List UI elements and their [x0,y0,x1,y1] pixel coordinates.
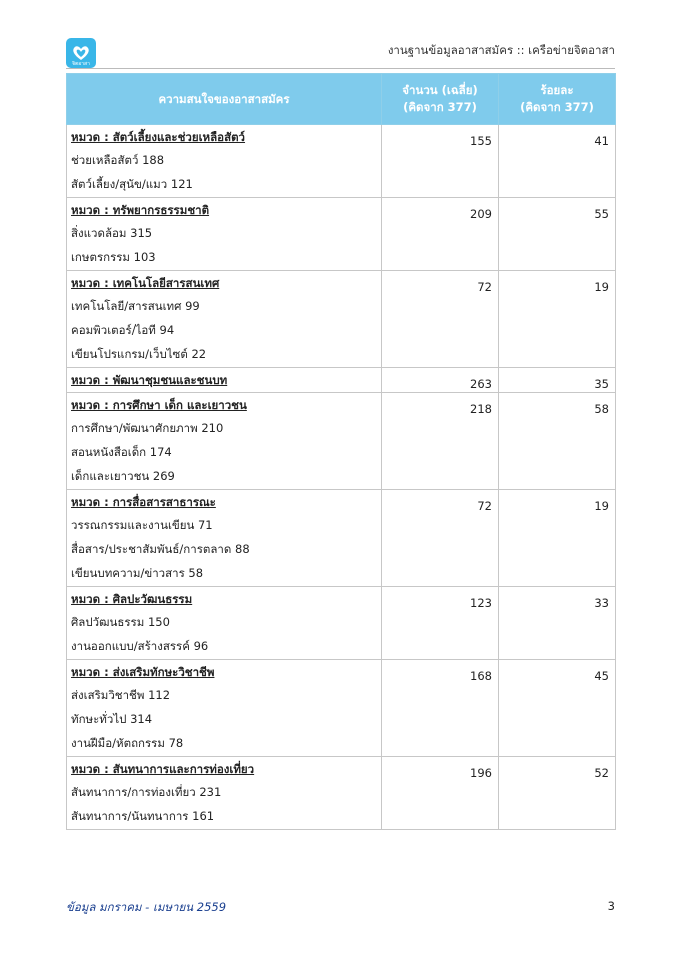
interest-item: สิ่งแวดล้อม 315 [71,226,153,240]
interest-item: เด็กและเยาวชน 269 [71,469,175,483]
table-row [67,198,616,271]
category-title: หมวด : การสื่อสารสาธารณะ [71,495,216,509]
interest-item: คอมพิวเตอร์/ไอที 94 [71,323,175,337]
count-cell: 209 [382,198,499,271]
count-cell: 168 [382,660,499,757]
category-cell [67,368,382,393]
interest-item: สื่อสาร/ประชาสัมพันธ์/การตลาด 88 [71,542,250,556]
percent-cell: 55 [499,198,616,271]
table-header-row [67,74,616,125]
logo-text: จิตอาสา [72,61,90,67]
category-cell [67,660,382,757]
percent-cell: 35 [499,368,616,393]
interest-item: ศิลปวัฒนธรรม 150 [71,615,170,629]
percent-cell: 52 [499,757,616,830]
count-cell: 155 [382,125,499,198]
category-cell [67,125,382,198]
category-title: หมวด : ศิลปะวัฒนธรรม [71,592,193,606]
count-cell: 72 [382,490,499,587]
category-cell [67,198,382,271]
interest-item: เทคโนโลยี/สารสนเทศ 99 [71,299,200,313]
interest-item: เขียนบทความ/ข่าวสาร 58 [71,566,204,580]
percent-cell: 45 [499,660,616,757]
count-cell: 196 [382,757,499,830]
interest-item: ทักษะทั่วไป 314 [71,712,153,726]
count-cell: 72 [382,271,499,368]
interest-item: ส่งเสริมวิชาชีพ 112 [71,688,171,702]
interest-item: เกษตรกรรม 103 [71,250,156,264]
interest-item: สอนหนังสือเด็ก 174 [71,445,172,459]
percent-cell: 19 [499,490,616,587]
category-cell [67,271,382,368]
interest-item: เขียนโปรแกรม/เว็บไซต์ 22 [71,347,207,361]
interest-item: ช่วยเหลือสัตว์ 188 [71,153,165,167]
header-divider [66,68,615,69]
percent-cell: 41 [499,125,616,198]
table-row [67,757,616,830]
percent-cell: 19 [499,271,616,368]
percent-cell: 33 [499,587,616,660]
footer-date-range: ข้อมูล มกราคม - เมษายน 2559 [66,900,227,914]
count-cell: 263 [382,368,499,393]
table-row [67,271,616,368]
page-header-title: งานฐานข้อมูลอาสาสมัคร :: เครือข่ายจิตอาสา [387,43,615,57]
table-row [67,125,616,198]
category-title: หมวด : ทรัพยากรธรรมชาติ [71,203,210,217]
category-title: หมวด : สันทนาการและการท่องเที่ยว [71,762,255,776]
category-cell [67,587,382,660]
table-row [67,660,616,757]
interest-item: งานออกแบบ/สร้างสรรค์ 96 [71,639,209,653]
logo [66,38,96,68]
interest-item: สันทนาการ/นันทนาการ 161 [71,809,215,823]
category-title: หมวด : ส่งเสริมทักษะวิชาชีพ [71,665,215,679]
page-number: 3 [607,899,615,913]
interest-item: วรรณกรรมและงานเขียน 71 [71,518,213,532]
category-cell [67,757,382,830]
percent-cell: 58 [499,393,616,490]
volunteer-interest-table [66,73,616,830]
table-row [67,368,616,393]
category-cell [67,490,382,587]
interest-item: การศึกษา/พัฒนาศักยภาพ 210 [71,421,224,435]
interest-item: สัตว์เลี้ยง/สุนัข/แมว 121 [71,177,193,191]
header-percent: ร้อยละ (คิดจาก 377) [499,74,616,125]
header-count: จำนวน (เฉลี่ย) (คิดจาก 377) [382,74,499,125]
interest-item: งานฝีมือ/หัตถกรรม 78 [71,736,184,750]
category-title: หมวด : การศึกษา เด็ก และเยาวชน [71,398,247,412]
table-row [67,490,616,587]
table-row [67,587,616,660]
category-title: หมวด : เทคโนโลยีสารสนเทศ [71,276,220,290]
interest-item: สันทนาการ/การท่องเที่ยว 231 [71,785,222,799]
category-cell [67,393,382,490]
count-cell: 123 [382,587,499,660]
category-title: หมวด : สัตว์เลี้ยงและช่วยเหลือสัตว์ [71,130,246,144]
header-interest: ความสนใจของอาสาสมัคร [67,74,382,125]
count-cell: 218 [382,393,499,490]
category-title: หมวด : พัฒนาชุมชนและชนบท [71,373,228,387]
table-row [67,393,616,490]
